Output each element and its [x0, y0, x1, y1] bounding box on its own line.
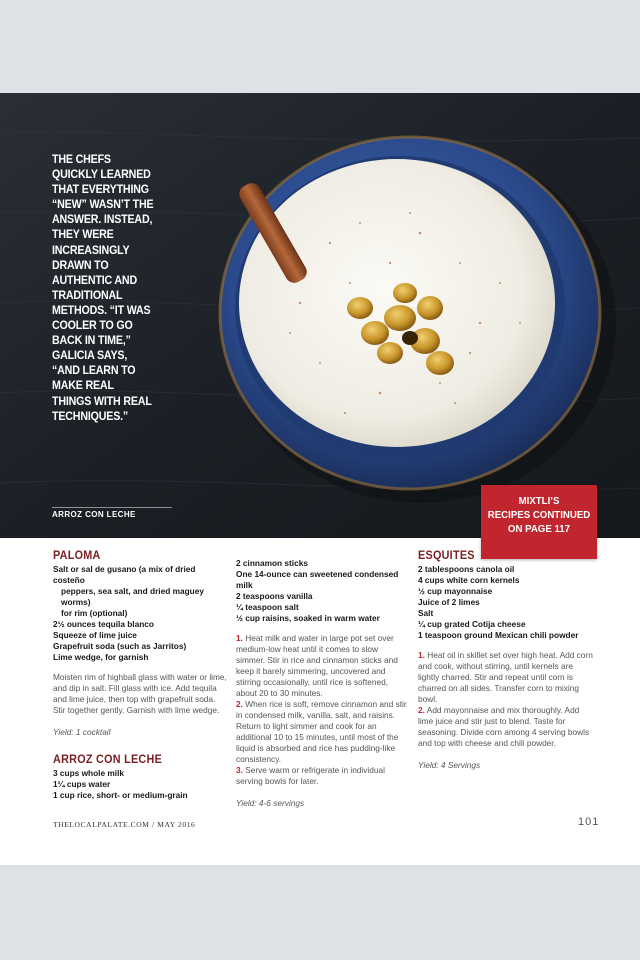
ingredient: Salt — [418, 608, 434, 618]
ingredient: 2 teaspoons vanilla — [236, 591, 313, 601]
ingredient: 3 cups whole milk — [53, 768, 125, 778]
step-number: 2. — [418, 705, 425, 715]
caption-divider — [52, 507, 172, 508]
step-text: Heat oil in skillet set over high heat. Add corn and cook, without stirring, until kernels are lightly charred. Stir and repeat until corn is charred on all sides. Transfer corn to mixing bowl. — [418, 650, 593, 704]
recipe-title-paloma: PALOMA — [53, 548, 101, 562]
step — [418, 705, 593, 749]
ingredient: peppers, sea salt, and dried maguey worms) — [61, 586, 204, 607]
ingredient: 1 cup rice, short- or medium-grain — [53, 790, 188, 800]
ingredient: Squeeze of lime juice — [53, 630, 137, 640]
callout-line: ON PAGE 117 — [507, 523, 571, 535]
top-margin — [0, 0, 640, 93]
step-text: Serve warm or refrigerate in individual serving bowls for later. — [236, 765, 385, 786]
ingredient-list — [53, 768, 228, 801]
ingredient: 4 cups white corn kernels — [418, 575, 520, 585]
step-number: 1. — [236, 633, 243, 643]
ingredient: One 14-ounce can sweetened condensed milk — [236, 569, 399, 590]
callout-line: RECIPES CONTINUED — [487, 509, 591, 521]
ingredient: ¼ cup grated Cotija cheese — [418, 619, 526, 629]
method-steps — [236, 633, 408, 787]
bottom-margin — [0, 865, 640, 960]
step — [236, 765, 408, 787]
step — [236, 633, 408, 699]
ingredient: 2 cinnamon sticks — [236, 558, 308, 568]
yield: Yield: 1 cocktail — [53, 727, 111, 737]
recipe-column-1 — [53, 548, 228, 801]
ingredient: Salt or sal de gusano (a mix of dried costeño — [53, 564, 196, 585]
ingredient-list — [236, 558, 408, 624]
yield: Yield: 4-6 servings — [236, 798, 305, 808]
ingredient-list — [53, 564, 228, 663]
step-text: Heat milk and water in large pot set over medium-low heat until it comes to slow simmer. Stir in rice and cinnamon sticks and keep it barely simmering, uncovered and stirring occasionally, until rice is softened, about 20 to 30 minutes. — [236, 633, 398, 698]
ingredient: ¼ teaspoon salt — [236, 602, 299, 612]
step-number: 2. — [236, 699, 243, 709]
recipe-column-2 — [236, 558, 408, 809]
ingredient: 1¼ cups water — [53, 779, 111, 789]
ingredient: Lime wedge, for garnish — [53, 652, 149, 662]
step — [236, 699, 408, 765]
recipe-title-esquites: ESQUITES — [418, 548, 475, 562]
recipe-column-3 — [418, 548, 593, 771]
step-number: 3. — [236, 765, 243, 775]
ingredient: ½ cup raisins, soaked in warm water — [236, 613, 380, 623]
ingredient: ½ cup mayonnaise — [418, 586, 493, 596]
step-text: Add mayonnaise and mix thoroughly. Add lime juice and stir just to blend. Taste for seasoning. Divide corn among 4 serving bowls and top with cheese and chili powder. — [418, 705, 590, 748]
page-number: 101 — [578, 816, 600, 828]
method-text: Moisten rim of highball glass with water or lime, and dip in salt. Fill glass with ice. Add tequila and lime juice, then top with grapefruit soda. Stir together gently. Garnish with lime wedge. — [53, 672, 227, 715]
photo-caption: ARROZ CON LECHE — [52, 510, 136, 519]
step-number: 1. — [418, 650, 425, 660]
method-steps — [418, 650, 593, 749]
step — [418, 650, 593, 705]
magazine-page — [0, 93, 640, 865]
recipe-title-arroz: ARROZ CON LECHE — [53, 752, 163, 766]
pull-quote: THE CHEFS QUICKLY LEARNED THAT EVERYTHING “NEW” WASN’T THE ANSWER. INSTEAD, THEY WERE INCREASINGLY DRAWN TO AUTHENTIC AND TRADITIONAL METHODS. “IT WAS COOLER TO GO BACK IN TIME,” GALICIA SAYS, “AND LEARN TO MAKE REAL THINGS WITH REAL TECHNIQUES.” — [52, 152, 154, 423]
ingredient-list — [418, 564, 593, 641]
ingredient: Grapefruit soda (such as Jarritos) — [53, 641, 187, 651]
step-text: When rice is soft, remove cinnamon and stir in condensed milk, vanilla, salt, and raisins. Return to light simmer and cook for an additional 10 to 15 minutes, until most of the liquid is absorbed and rice has pudding-like consistency. — [236, 699, 407, 764]
footer-site-date: THELOCALPALATE.COM / MAY 2016 — [53, 820, 196, 829]
ingredient: 2 tablespoons canola oil — [418, 564, 515, 574]
ingredient: for rim (optional) — [61, 608, 128, 618]
ingredient: 2½ ounces tequila blanco — [53, 619, 154, 629]
yield: Yield: 4 Servings — [418, 760, 481, 770]
ingredient: Juice of 2 limes — [418, 597, 480, 607]
ingredient: 1 teaspoon ground Mexican chili powder — [418, 630, 579, 640]
callout-line: MIXTLI’S — [518, 495, 560, 507]
